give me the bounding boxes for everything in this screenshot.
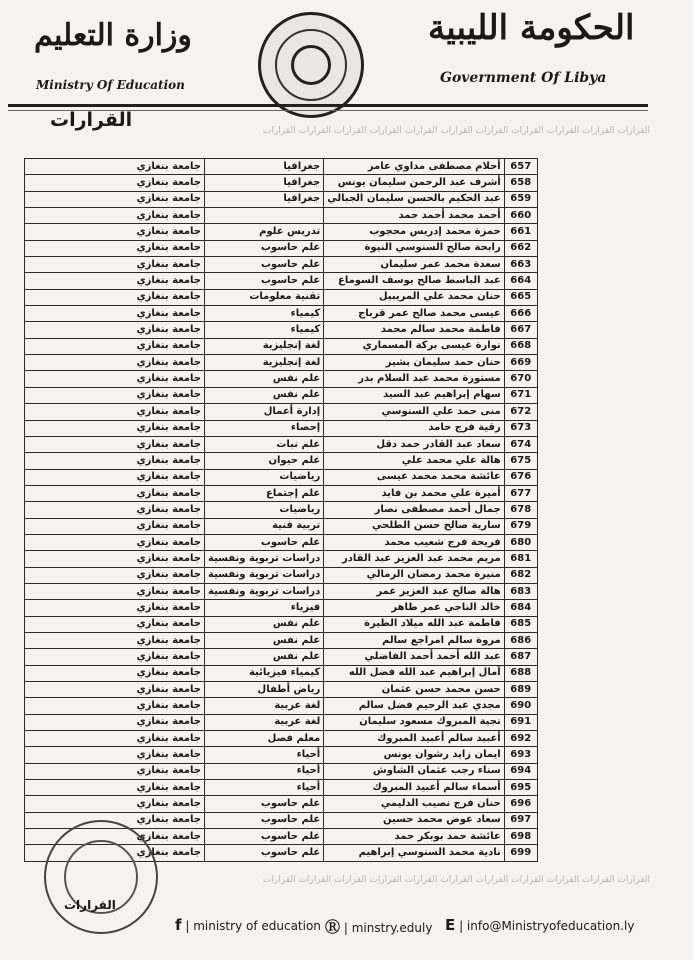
- row-number: 694: [504, 763, 537, 779]
- row-number: 685: [504, 616, 537, 632]
- row-specialization: كيمياء: [205, 322, 324, 338]
- row-number: 672: [504, 404, 537, 420]
- row-university: جامعة بنغازي: [25, 159, 205, 175]
- row-name: سهام إبراهيم عبد السيد: [324, 387, 504, 403]
- row-number: 686: [504, 632, 537, 648]
- table-row: [25, 257, 538, 273]
- row-name: آمال إبراهيم عبد الله فضل الله: [324, 665, 504, 681]
- row-university: جامعة بنغازي: [25, 600, 205, 616]
- row-university: جامعة بنغازي: [25, 273, 205, 289]
- row-number: 670: [504, 371, 537, 387]
- row-name: مجدي عبد الرحيم فضل سالم: [324, 698, 504, 714]
- row-number: 667: [504, 322, 537, 338]
- row-name: منى حمد علي السنوسي: [324, 404, 504, 420]
- row-number: 674: [504, 436, 537, 452]
- government-arabic-title: الحكومة الليبية: [428, 8, 635, 48]
- table-row: [25, 338, 538, 354]
- row-name: عبد الباسط صالح يوسف السوماع: [324, 273, 504, 289]
- row-name: رقية فرج حامد: [324, 420, 504, 436]
- row-university: جامعة بنغازي: [25, 175, 205, 191]
- watermark-strip-bottom: القرارات القرارات القرارات القرارات القرارات القرارات القرارات القرارات القرارات القرارات القرارات: [263, 875, 650, 885]
- row-number: 664: [504, 273, 537, 289]
- facebook-icon: f: [175, 916, 182, 934]
- table-row: [25, 534, 538, 550]
- row-specialization: جغرافيا: [205, 191, 324, 207]
- row-university: جامعة بنغازي: [25, 567, 205, 583]
- row-name: سناء رجب عثمان الشاوش: [324, 763, 504, 779]
- row-specialization: علم حاسوب: [205, 812, 324, 828]
- table-row: [25, 404, 538, 420]
- table-row: [25, 240, 538, 256]
- row-name: نجية المبروك مسعود سليمان: [324, 714, 504, 730]
- row-name: سعاد عوض محمد حسين: [324, 812, 504, 828]
- row-number: 693: [504, 747, 537, 763]
- table-row: [25, 714, 538, 730]
- table-row: [25, 436, 538, 452]
- row-specialization: علم نفس: [205, 616, 324, 632]
- table-row: [25, 208, 538, 224]
- row-specialization: رياض أطفال: [205, 682, 324, 698]
- ministry-arabic-title: وزارة التعليم: [34, 18, 192, 53]
- row-name: عائشة حمد بوبكر حمد: [324, 829, 504, 845]
- row-number: 695: [504, 780, 537, 796]
- row-number: 668: [504, 338, 537, 354]
- table-row: [25, 763, 538, 779]
- ministry-english-title: Ministry Of Education: [36, 78, 185, 92]
- row-specialization: جغرافيا: [205, 159, 324, 175]
- row-specialization: أحياء: [205, 780, 324, 796]
- row-name: حمزة محمد إدريس محجوب: [324, 224, 504, 240]
- row-specialization: معلم فصل: [205, 731, 324, 747]
- row-university: جامعة بنغازي: [25, 698, 205, 714]
- row-number: 662: [504, 240, 537, 256]
- row-number: 679: [504, 518, 537, 534]
- row-specialization: علم حاسوب: [205, 273, 324, 289]
- table-row: [25, 371, 538, 387]
- row-specialization: علم نفس: [205, 632, 324, 648]
- row-university: جامعة بنغازي: [25, 453, 205, 469]
- row-name: حنان حمد سليمان بشير: [324, 355, 504, 371]
- row-number: 698: [504, 829, 537, 845]
- row-number: 658: [504, 175, 537, 191]
- row-university: جامعة بنغازي: [25, 583, 205, 599]
- row-name: مستورة محمد عبد السلام بدر: [324, 371, 504, 387]
- row-name: أسماء سالم أعبيد المبروك: [324, 780, 504, 796]
- row-number: 687: [504, 649, 537, 665]
- table-row: [25, 453, 538, 469]
- row-number: 676: [504, 469, 537, 485]
- row-university: جامعة بنغازي: [25, 502, 205, 518]
- watermark-strip: القرارات القرارات القرارات القرارات القرارات القرارات القرارات القرارات القرارات القرارات القرارات: [263, 126, 650, 136]
- row-specialization: علم نفس: [205, 387, 324, 403]
- row-specialization: أحياء: [205, 763, 324, 779]
- row-university: جامعة بنغازي: [25, 780, 205, 796]
- row-number: 697: [504, 812, 537, 828]
- row-number: 675: [504, 453, 537, 469]
- stamp-text: القرارات: [64, 898, 116, 912]
- government-seal-icon: [258, 12, 364, 118]
- row-specialization: علم حاسوب: [205, 845, 324, 861]
- row-specialization: جغرافيا: [205, 175, 324, 191]
- row-specialization: علم نفس: [205, 649, 324, 665]
- row-specialization: رياضيات: [205, 502, 324, 518]
- row-name: هالة صالح عبد العزيز عمر: [324, 583, 504, 599]
- row-university: جامعة بنغازي: [25, 796, 205, 812]
- row-name: حنان فرج نصيب الدليمي: [324, 796, 504, 812]
- section-title: القرارات: [50, 109, 133, 131]
- row-name: خالد الناجي عمر طاهر: [324, 600, 504, 616]
- row-university: جامعة بنغازي: [25, 649, 205, 665]
- row-specialization: لغة عربية: [205, 698, 324, 714]
- row-number: 689: [504, 682, 537, 698]
- table-row: [25, 698, 538, 714]
- table-row: [25, 616, 538, 632]
- row-university: جامعة بنغازي: [25, 731, 205, 747]
- row-university: جامعة بنغازي: [25, 387, 205, 403]
- row-specialization: كيمياء فيزيائية: [205, 665, 324, 681]
- row-number: 696: [504, 796, 537, 812]
- row-university: جامعة بنغازي: [25, 534, 205, 550]
- row-specialization: تدريس علوم: [205, 224, 324, 240]
- row-specialization: إحصاء: [205, 420, 324, 436]
- footer-skype[interactable]: [325, 916, 432, 937]
- row-specialization: أحياء: [205, 747, 324, 763]
- row-name: عيسى محمد صالح عمر قرباج: [324, 306, 504, 322]
- row-university: جامعة بنغازي: [25, 191, 205, 207]
- footer-facebook[interactable]: [175, 916, 321, 934]
- table-row: [25, 567, 538, 583]
- row-name: مريم محمد عبد العزيز عبد القادر: [324, 551, 504, 567]
- table-row: [25, 780, 538, 796]
- row-university: جامعة بنغازي: [25, 616, 205, 632]
- row-number: 683: [504, 583, 537, 599]
- government-english-title: Government Of Libya: [440, 70, 607, 86]
- row-university: جامعة بنغازي: [25, 404, 205, 420]
- row-name: سعاد عبد القادر حمد دقل: [324, 436, 504, 452]
- table-row: [25, 469, 538, 485]
- decisions-table: [24, 158, 538, 862]
- row-name: سارية صالح حسن الطلحي: [324, 518, 504, 534]
- row-specialization: علم حاسوب: [205, 796, 324, 812]
- row-specialization: علم نفس: [205, 371, 324, 387]
- row-specialization: علم حاسوب: [205, 534, 324, 550]
- table-row: [25, 518, 538, 534]
- row-number: 678: [504, 502, 537, 518]
- row-number: 682: [504, 567, 537, 583]
- row-name: فريحة فرج شعيب محمد: [324, 534, 504, 550]
- row-specialization: علم حاسوب: [205, 829, 324, 845]
- row-specialization: كيمياء: [205, 306, 324, 322]
- table-row: [25, 551, 538, 567]
- table-row: [25, 502, 538, 518]
- row-specialization: علم حاسوب: [205, 257, 324, 273]
- footer-contacts: [175, 912, 655, 938]
- row-specialization: علم نبات: [205, 436, 324, 452]
- row-name: رابحة صالح السنوسي النيوة: [324, 240, 504, 256]
- row-specialization: تقنية معلومات: [205, 289, 324, 305]
- table-row: [25, 387, 538, 403]
- row-number: 660: [504, 208, 537, 224]
- table-row: [25, 796, 538, 812]
- facebook-label: | ministry of education: [185, 919, 321, 933]
- row-number: 659: [504, 191, 537, 207]
- row-university: جامعة بنغازي: [25, 420, 205, 436]
- table-row: [25, 747, 538, 763]
- row-name: حنان محمد علي المريبيل: [324, 289, 504, 305]
- table-row: [25, 682, 538, 698]
- table-row: [25, 224, 538, 240]
- row-specialization: دراسات تربوية ونفسية: [205, 583, 324, 599]
- row-specialization: دراسات تربوية ونفسية: [205, 567, 324, 583]
- row-university: جامعة بنغازي: [25, 355, 205, 371]
- row-university: جامعة بنغازي: [25, 371, 205, 387]
- table-row: [25, 175, 538, 191]
- row-name: سعدة محمد عمر سليمان: [324, 257, 504, 273]
- row-university: جامعة بنغازي: [25, 747, 205, 763]
- row-name: عبد الحكيم بالحسن سليمان الجبالي: [324, 191, 504, 207]
- row-name: ايمان زايد رشوان يونس: [324, 747, 504, 763]
- table-row: [25, 583, 538, 599]
- row-specialization: علم إجتماع: [205, 485, 324, 501]
- row-specialization: [205, 208, 324, 224]
- table-row: [25, 420, 538, 436]
- row-specialization: علم حاسوب: [205, 240, 324, 256]
- table-row: [25, 191, 538, 207]
- row-name: منيرة محمد رمضان الرمالي: [324, 567, 504, 583]
- table-row: [25, 159, 538, 175]
- skype-icon: Ⓡ: [325, 918, 341, 936]
- table-row: [25, 632, 538, 648]
- seal-inner-ring: [275, 29, 347, 101]
- row-specialization: رياضيات: [205, 469, 324, 485]
- row-university: جامعة بنغازي: [25, 208, 205, 224]
- header-divider: [8, 104, 648, 107]
- row-university: جامعة بنغازي: [25, 338, 205, 354]
- table-row: [25, 731, 538, 747]
- row-university: جامعة بنغازي: [25, 436, 205, 452]
- row-number: 666: [504, 306, 537, 322]
- row-name: مروة سالم امراجع سالم: [324, 632, 504, 648]
- table-row: [25, 355, 538, 371]
- row-name: نوارة عيسى بركة المسماري: [324, 338, 504, 354]
- row-specialization: إدارة أعمال: [205, 404, 324, 420]
- row-number: 699: [504, 845, 537, 861]
- table-row: [25, 485, 538, 501]
- table-row: [25, 649, 538, 665]
- row-university: جامعة بنغازي: [25, 306, 205, 322]
- row-specialization: فيزياء: [205, 600, 324, 616]
- row-university: جامعة بنغازي: [25, 518, 205, 534]
- row-university: جامعة بنغازي: [25, 632, 205, 648]
- seal-crescent-icon: [291, 45, 331, 85]
- row-university: جامعة بنغازي: [25, 485, 205, 501]
- row-number: 684: [504, 600, 537, 616]
- row-university: جامعة بنغازي: [25, 682, 205, 698]
- row-name: أعبيد سالم أعبيد المبروك: [324, 731, 504, 747]
- row-name: عبد الله أحمد أحمد الفاضلي: [324, 649, 504, 665]
- row-specialization: لغة إنجليزية: [205, 338, 324, 354]
- table-row: [25, 306, 538, 322]
- row-university: جامعة بنغازي: [25, 469, 205, 485]
- row-number: 688: [504, 665, 537, 681]
- row-specialization: لغة إنجليزية: [205, 355, 324, 371]
- row-name: هالة علي محمد علي: [324, 453, 504, 469]
- row-name: فاطمة محمد سالم محمد: [324, 322, 504, 338]
- row-number: 690: [504, 698, 537, 714]
- row-number: 681: [504, 551, 537, 567]
- row-university: جامعة بنغازي: [25, 714, 205, 730]
- table-row: [25, 665, 538, 681]
- row-university: جامعة بنغازي: [25, 240, 205, 256]
- table-row: [25, 322, 538, 338]
- row-number: 673: [504, 420, 537, 436]
- row-number: 691: [504, 714, 537, 730]
- row-university: جامعة بنغازي: [25, 551, 205, 567]
- row-name: أميرة علي محمد بن فايد: [324, 485, 504, 501]
- row-name: جمال أحمد مصطفى نصار: [324, 502, 504, 518]
- row-specialization: دراسات تربوية ونفسية: [205, 551, 324, 567]
- letterhead: [0, 0, 693, 140]
- row-university: جامعة بنغازي: [25, 845, 205, 861]
- row-name: أحلام مصطفى مداوي عامر: [324, 159, 504, 175]
- email-label: | info@Ministryofeducation.ly: [459, 919, 635, 933]
- row-specialization: تربية فنية: [205, 518, 324, 534]
- row-number: 657: [504, 159, 537, 175]
- row-university: جامعة بنغازي: [25, 829, 205, 845]
- row-name: فاطمة عبد الله ميلاد الطيرة: [324, 616, 504, 632]
- row-number: 665: [504, 289, 537, 305]
- table-row: [25, 273, 538, 289]
- row-number: 671: [504, 387, 537, 403]
- row-number: 663: [504, 257, 537, 273]
- row-university: جامعة بنغازي: [25, 224, 205, 240]
- row-number: 661: [504, 224, 537, 240]
- skype-label: | minstry.eduly: [343, 921, 433, 935]
- row-number: 669: [504, 355, 537, 371]
- row-number: 692: [504, 731, 537, 747]
- row-university: جامعة بنغازي: [25, 763, 205, 779]
- email-icon: E: [445, 916, 456, 934]
- footer-email[interactable]: [445, 916, 634, 934]
- row-specialization: علم حيوان: [205, 453, 324, 469]
- row-university: جامعة بنغازي: [25, 322, 205, 338]
- row-university: جامعة بنغازي: [25, 289, 205, 305]
- row-university: جامعة بنغازي: [25, 257, 205, 273]
- table-row: [25, 289, 538, 305]
- table-body: [25, 159, 538, 862]
- row-name: حسن محمد حسن عثمان: [324, 682, 504, 698]
- row-name: أشرف عبد الرحمن سليمان يونس: [324, 175, 504, 191]
- row-name: عائشة محمد محمد عيسى: [324, 469, 504, 485]
- table-row: [25, 600, 538, 616]
- row-specialization: لغة عربية: [205, 714, 324, 730]
- row-university: جامعة بنغازي: [25, 665, 205, 681]
- row-university: جامعة بنغازي: [25, 812, 205, 828]
- ministry-stamp-icon: [44, 820, 158, 934]
- row-name: أحمد محمد أحمد حمد: [324, 208, 504, 224]
- row-name: نادية محمد السنوسي إبراهيم: [324, 845, 504, 861]
- row-number: 680: [504, 534, 537, 550]
- row-number: 677: [504, 485, 537, 501]
